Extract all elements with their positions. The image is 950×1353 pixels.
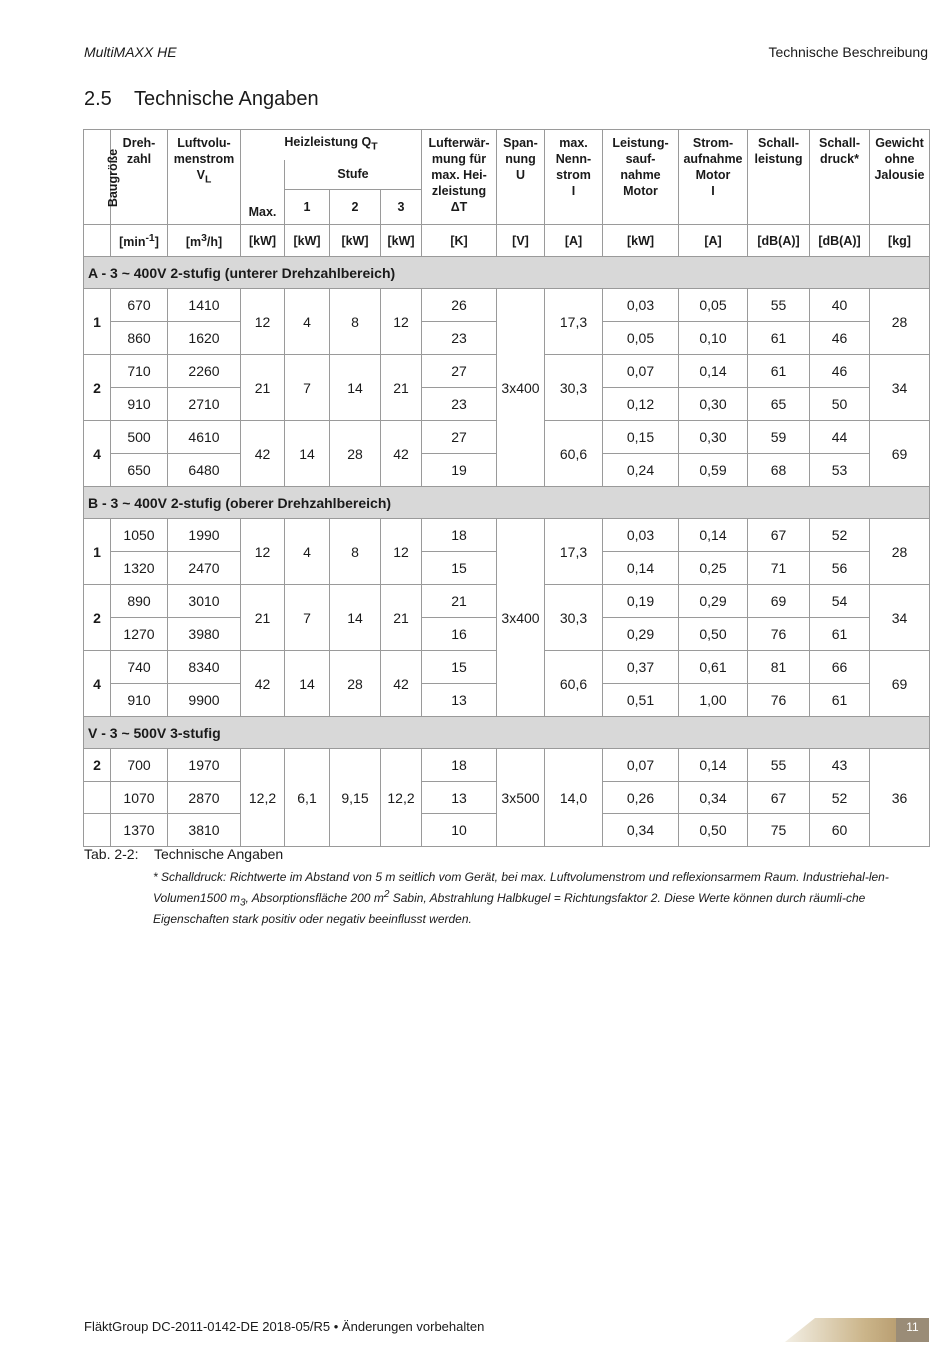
drehzahl-cell: 1320 xyxy=(111,552,168,585)
schalldruck-cell: 54 xyxy=(810,585,870,618)
luft-cell: 2470 xyxy=(168,552,241,585)
schallleistung-cell: 61 xyxy=(748,355,810,388)
dt-cell: 19 xyxy=(422,454,497,487)
schallleistung-cell: 65 xyxy=(748,388,810,421)
q2-cell: 14 xyxy=(330,355,381,421)
size-cell: 2 xyxy=(84,749,111,782)
luft-cell: 3810 xyxy=(168,814,241,847)
q1-cell: 14 xyxy=(285,651,330,717)
q3-cell: 42 xyxy=(381,421,422,487)
leistung-cell: 0,19 xyxy=(603,585,679,618)
leistung-cell: 0,15 xyxy=(603,421,679,454)
q-max-cell: 21 xyxy=(241,585,285,651)
spannung-cell: 3x500 xyxy=(497,749,545,847)
schallleistung-cell: 76 xyxy=(748,684,810,717)
dt-cell: 15 xyxy=(422,552,497,585)
schallleistung-cell: 61 xyxy=(748,322,810,355)
gewicht-cell: 28 xyxy=(870,519,930,585)
dt-cell: 27 xyxy=(422,421,497,454)
unit-q2: [kW] xyxy=(330,225,381,257)
size-cell: 4 xyxy=(84,651,111,717)
drehzahl-cell: 700 xyxy=(111,749,168,782)
leistung-cell: 0,24 xyxy=(603,454,679,487)
col-nennstrom: max. Nenn- strom I xyxy=(545,130,603,225)
col-baugroesse: Baugröße xyxy=(84,130,111,225)
leistung-cell: 0,14 xyxy=(603,552,679,585)
q-max-cell: 12,2 xyxy=(241,749,285,847)
section-title: V - 3 ~ 500V 3-stufig xyxy=(84,717,930,749)
q3-cell: 21 xyxy=(381,355,422,421)
gewicht-cell: 69 xyxy=(870,421,930,487)
strom-cell: 1,00 xyxy=(679,684,748,717)
schallleistung-cell: 67 xyxy=(748,519,810,552)
strom-cell: 0,50 xyxy=(679,618,748,651)
q1-cell: 7 xyxy=(285,355,330,421)
strom-cell: 0,59 xyxy=(679,454,748,487)
drehzahl-cell: 1270 xyxy=(111,618,168,651)
schalldruck-cell: 61 xyxy=(810,684,870,717)
col-spannung: Span- nung U xyxy=(497,130,545,225)
q2-cell: 28 xyxy=(330,651,381,717)
luft-cell: 3010 xyxy=(168,585,241,618)
gewicht-cell: 69 xyxy=(870,651,930,717)
leistung-cell: 0,03 xyxy=(603,519,679,552)
schallleistung-cell: 69 xyxy=(748,585,810,618)
table-row xyxy=(84,749,930,782)
leistung-cell: 0,51 xyxy=(603,684,679,717)
leistung-cell: 0,37 xyxy=(603,651,679,684)
section-title: Technische Angaben xyxy=(134,88,319,110)
q1-cell: 14 xyxy=(285,421,330,487)
nennstrom-cell: 60,6 xyxy=(545,421,603,487)
schallleistung-cell: 55 xyxy=(748,749,810,782)
strom-cell: 0,05 xyxy=(679,289,748,322)
col-stromaufnahme: Strom- aufnahme Motor I xyxy=(679,130,748,225)
table-row xyxy=(84,519,930,552)
dt-cell: 18 xyxy=(422,519,497,552)
section-heading xyxy=(84,88,319,111)
q3-cell: 12 xyxy=(381,519,422,585)
col-stufe-2: 2 xyxy=(330,190,381,225)
header-product: MultiMAXX HE xyxy=(84,44,177,60)
col-heizleistung: Heizleistung $Q_T$ xyxy=(241,130,422,160)
dt-cell: 18 xyxy=(422,749,497,782)
q-max-cell: 42 xyxy=(241,651,285,717)
dt-cell: 13 xyxy=(422,684,497,717)
col-stufe-1: 1 xyxy=(285,190,330,225)
schalldruck-cell: 53 xyxy=(810,454,870,487)
schallleistung-cell: 59 xyxy=(748,421,810,454)
strom-cell: 0,30 xyxy=(679,421,748,454)
unit-leistung: [kW] xyxy=(603,225,679,257)
dt-cell: 16 xyxy=(422,618,497,651)
dt-cell: 13 xyxy=(422,782,497,814)
leistung-cell: 0,34 xyxy=(603,814,679,847)
strom-cell: 0,30 xyxy=(679,388,748,421)
strom-cell: 0,29 xyxy=(679,585,748,618)
schalldruck-cell: 61 xyxy=(810,618,870,651)
strom-cell: 0,61 xyxy=(679,651,748,684)
col-leistungsaufnahme: Leistung- sauf- nahme Motor xyxy=(603,130,679,225)
q1-cell: 4 xyxy=(285,289,330,355)
leistung-cell: 0,29 xyxy=(603,618,679,651)
schallleistung-cell: 81 xyxy=(748,651,810,684)
leistung-cell: 0,26 xyxy=(603,782,679,814)
size-cell xyxy=(84,814,111,847)
luft-cell: 2870 xyxy=(168,782,241,814)
unit-schalldruck: [dB(A)] xyxy=(810,225,870,257)
schalldruck-cell: 50 xyxy=(810,388,870,421)
q1-cell: 4 xyxy=(285,519,330,585)
page-number: 11 xyxy=(896,1318,929,1342)
q-max-cell: 21 xyxy=(241,355,285,421)
luft-cell: 4610 xyxy=(168,421,241,454)
nennstrom-cell: 14,0 xyxy=(545,749,603,847)
gewicht-cell: 34 xyxy=(870,355,930,421)
dt-cell: 21 xyxy=(422,585,497,618)
size-cell: 2 xyxy=(84,585,111,651)
footer-text: FläktGroup DC-2011-0142-DE 2018-05/R5 • Änderungen vorbehalten xyxy=(84,1319,485,1334)
schalldruck-cell: 46 xyxy=(810,322,870,355)
strom-cell: 0,14 xyxy=(679,749,748,782)
strom-cell: 0,14 xyxy=(679,519,748,552)
schalldruck-cell: 52 xyxy=(810,782,870,814)
nennstrom-cell: 17,3 xyxy=(545,519,603,585)
drehzahl-cell: 710 xyxy=(111,355,168,388)
unit-nennstrom: [A] xyxy=(545,225,603,257)
col-schalldruck: Schall- druck* xyxy=(810,130,870,225)
schallleistung-cell: 55 xyxy=(748,289,810,322)
section-title: B - 3 ~ 400V 2-stufig (oberer Drehzahlbereich) xyxy=(84,487,930,519)
size-cell: 1 xyxy=(84,289,111,355)
drehzahl-cell: 910 xyxy=(111,388,168,421)
dt-cell: 15 xyxy=(422,651,497,684)
q-max-cell: 12 xyxy=(241,289,285,355)
section-row xyxy=(84,257,930,289)
unit-spannung: [V] xyxy=(497,225,545,257)
drehzahl-cell: 890 xyxy=(111,585,168,618)
schalldruck-cell: 46 xyxy=(810,355,870,388)
section-row xyxy=(84,717,930,749)
drehzahl-cell: 650 xyxy=(111,454,168,487)
dt-cell: 23 xyxy=(422,388,497,421)
luft-cell: 8340 xyxy=(168,651,241,684)
dt-cell: 26 xyxy=(422,289,497,322)
q1-cell: 7 xyxy=(285,585,330,651)
drehzahl-cell: 500 xyxy=(111,421,168,454)
q3-cell: 12 xyxy=(381,289,422,355)
luft-cell: 1620 xyxy=(168,322,241,355)
units-row xyxy=(84,225,930,257)
size-cell: 2 xyxy=(84,355,111,421)
q3-cell: 42 xyxy=(381,651,422,717)
unit-schallleistung: [dB(A)] xyxy=(748,225,810,257)
q-max-cell: 42 xyxy=(241,421,285,487)
schalldruck-cell: 52 xyxy=(810,519,870,552)
caption-text: Technische Angaben xyxy=(154,846,284,862)
drehzahl-cell: 860 xyxy=(111,322,168,355)
leistung-cell: 0,07 xyxy=(603,749,679,782)
size-cell xyxy=(84,782,111,814)
luft-cell: 9900 xyxy=(168,684,241,717)
unit-dt: [K] xyxy=(422,225,497,257)
nennstrom-cell: 60,6 xyxy=(545,651,603,717)
schalldruck-cell: 43 xyxy=(810,749,870,782)
luft-cell: 1410 xyxy=(168,289,241,322)
dt-cell: 23 xyxy=(422,322,497,355)
q-max-cell: 12 xyxy=(241,519,285,585)
q3-cell: 12,2 xyxy=(381,749,422,847)
technical-data-table xyxy=(83,129,930,847)
q2-cell: 9,15 xyxy=(330,749,381,847)
luft-cell: 3980 xyxy=(168,618,241,651)
leistung-cell: 0,07 xyxy=(603,355,679,388)
gewicht-cell: 28 xyxy=(870,289,930,355)
nennstrom-cell: 30,3 xyxy=(545,585,603,651)
strom-cell: 0,50 xyxy=(679,814,748,847)
size-cell: 4 xyxy=(84,421,111,487)
col-lufterwaermung: Lufterwär- mung für max. Hei- zleistung ΔT xyxy=(422,130,497,225)
q3-cell: 21 xyxy=(381,585,422,651)
drehzahl-cell: 910 xyxy=(111,684,168,717)
luft-cell: 6480 xyxy=(168,454,241,487)
schallleistung-cell: 71 xyxy=(748,552,810,585)
strom-cell: 0,10 xyxy=(679,322,748,355)
q2-cell: 8 xyxy=(330,289,381,355)
leistung-cell: 0,05 xyxy=(603,322,679,355)
q2-cell: 28 xyxy=(330,421,381,487)
unit-gewicht: [kg] xyxy=(870,225,930,257)
unit-luft: $[m^3/h]$ xyxy=(168,225,241,257)
q2-cell: 8 xyxy=(330,519,381,585)
drehzahl-cell: 740 xyxy=(111,651,168,684)
drehzahl-cell: 1050 xyxy=(111,519,168,552)
section-row xyxy=(84,487,930,519)
caption-label: Tab. 2-2: xyxy=(84,846,139,862)
q1-cell: 6,1 xyxy=(285,749,330,847)
table-row xyxy=(84,289,930,322)
luft-cell: 1970 xyxy=(168,749,241,782)
luft-cell: 2260 xyxy=(168,355,241,388)
col-drehzahl: Dreh- zahl xyxy=(111,130,168,225)
nennstrom-cell: 17,3 xyxy=(545,289,603,355)
col-gewicht: Gewicht ohne Jalousie xyxy=(870,130,930,225)
luft-cell: 2710 xyxy=(168,388,241,421)
unit-drehzahl: $[\min^{-1}]$ xyxy=(111,225,168,257)
gewicht-cell: 34 xyxy=(870,585,930,651)
unit-q3: [kW] xyxy=(381,225,422,257)
drehzahl-cell: 1370 xyxy=(111,814,168,847)
spannung-cell: 3x400 xyxy=(497,519,545,717)
col-stufe: Stufe xyxy=(285,160,422,190)
schalldruck-cell: 60 xyxy=(810,814,870,847)
schalldruck-cell: 66 xyxy=(810,651,870,684)
schallleistung-cell: 68 xyxy=(748,454,810,487)
unit-q-max: [kW] xyxy=(241,225,285,257)
size-cell: 1 xyxy=(84,519,111,585)
unit-q1: [kW] xyxy=(285,225,330,257)
q2-cell: 14 xyxy=(330,585,381,651)
col-schallleistung: Schall- leistung xyxy=(748,130,810,225)
col-q-max: Max. xyxy=(241,160,285,225)
spannung-cell: 3x400 xyxy=(497,289,545,487)
gewicht-cell: 36 xyxy=(870,749,930,847)
strom-cell: 0,25 xyxy=(679,552,748,585)
schallleistung-cell: 67 xyxy=(748,782,810,814)
footnote: * Schalldruck: Richtwerte im Abstand von 5 m seitlich vom Gerät, bei max. Luftvolumenstrom und reflexionsarmem Raum. Industriehal-len-Volumen1500 $m_3$, Absorptionsfläche 200 $m^2$ Sabin, Abstrahlung Halbkugel = Richtungsfaktor 2. Diese Werte können durch räumli-che Eigenschaften stark positiv oder negativ beeinflusst werden. xyxy=(153,870,889,927)
unit-strom: [A] xyxy=(679,225,748,257)
col-stufe-3: 3 xyxy=(381,190,422,225)
dt-cell: 10 xyxy=(422,814,497,847)
col-luftvolumenstrom: Luftvolu- menstrom $V_L$ xyxy=(168,130,241,225)
drehzahl-cell: 670 xyxy=(111,289,168,322)
schallleistung-cell: 75 xyxy=(748,814,810,847)
nennstrom-cell: 30,3 xyxy=(545,355,603,421)
section-number: 2.5 xyxy=(84,88,112,110)
strom-cell: 0,14 xyxy=(679,355,748,388)
schalldruck-cell: 56 xyxy=(810,552,870,585)
table-caption xyxy=(84,846,283,862)
drehzahl-cell: 1070 xyxy=(111,782,168,814)
schallleistung-cell: 76 xyxy=(748,618,810,651)
strom-cell: 0,34 xyxy=(679,782,748,814)
section-title: A - 3 ~ 400V 2-stufig (unterer Drehzahlbereich) xyxy=(84,257,930,289)
schalldruck-cell: 44 xyxy=(810,421,870,454)
dt-cell: 27 xyxy=(422,355,497,388)
header-row xyxy=(84,130,930,160)
leistung-cell: 0,12 xyxy=(603,388,679,421)
schalldruck-cell: 40 xyxy=(810,289,870,322)
luft-cell: 1990 xyxy=(168,519,241,552)
leistung-cell: 0,03 xyxy=(603,289,679,322)
header-chapter: Technische Beschreibung xyxy=(768,44,928,60)
